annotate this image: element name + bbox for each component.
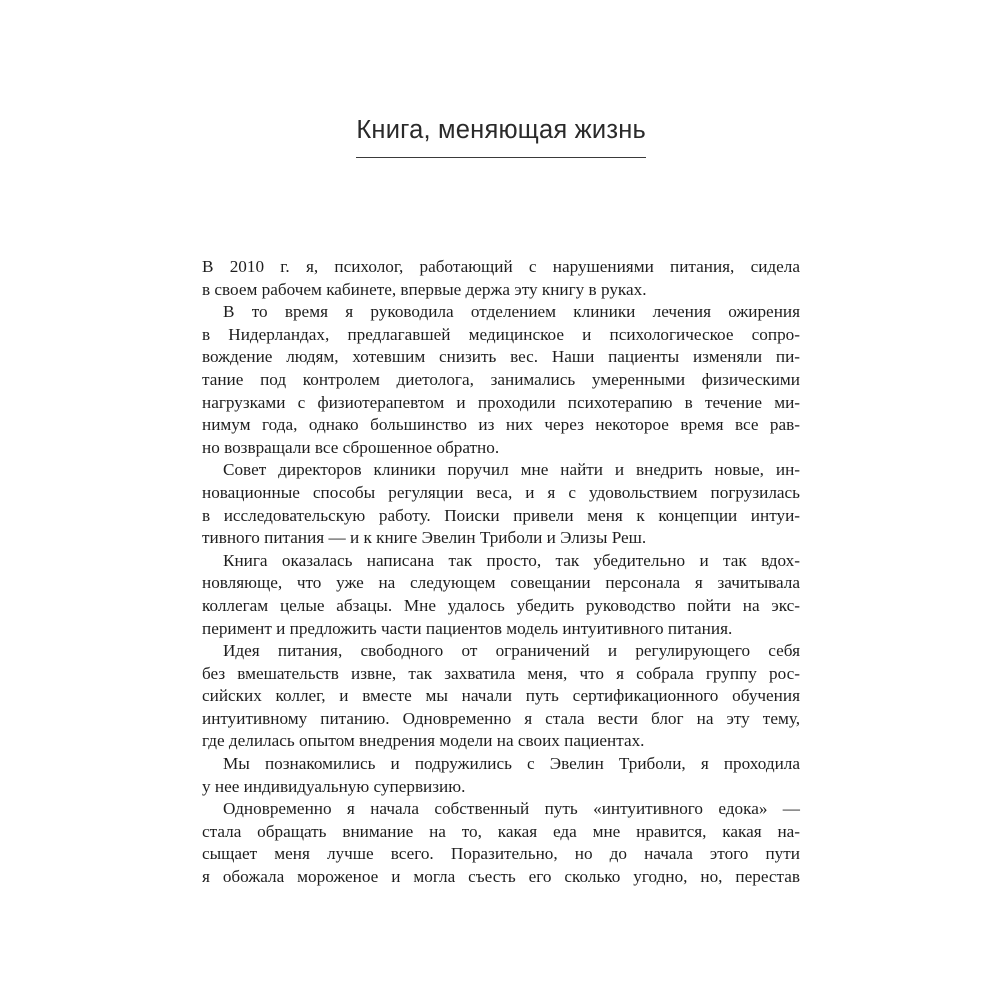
text-line: но возвращали все сброшенное обратно. — [202, 437, 500, 457]
text-line: интуитивному питанию. Одновременно я стала вести блог на эту тему, — [202, 708, 800, 728]
title-underline — [356, 157, 646, 158]
text-line: нимум года, однако большинство из них через некоторое время все рав- — [202, 415, 800, 435]
text-line: стала обращать внимание на то, какая еда мне нравится, какая на- — [202, 821, 800, 841]
body-text — [202, 256, 800, 889]
text-line: Одновременно я начала собственный путь «интуитивного едока» — — [223, 799, 800, 819]
text-line: где делилась опытом внедрения модели на своих пациентах. — [202, 731, 645, 751]
text-line: Совет директоров клиники поручил мне найти и внедрить новые, ин- — [223, 460, 800, 480]
text-line: В то время я руководила отделением клиники лечения ожирения — [223, 302, 800, 322]
text-line: коллегам целые абзацы. Мне удалось убедить руководство пойти на экс- — [202, 595, 800, 615]
text-line: тивного питания — и к книге Эвелин Триболи и Элизы Реш. — [202, 528, 647, 548]
text-line: в исследовательскую работу. Поиски привели меня к концепции интуи- — [202, 505, 800, 525]
text-line: тание под контролем диетолога, занимались умеренными физическими — [202, 369, 800, 389]
text-line: нагрузками с физиотерапевтом и проходили психотерапию в течение ми- — [202, 392, 800, 412]
chapter-title: Книга, меняющая жизнь — [356, 116, 646, 144]
text-line: новляюще, что уже на следующем совещании персонала я зачитывала — [202, 573, 800, 593]
text-line: без вмешательств извне, так захватила меня, что я собрала группу рос- — [202, 663, 800, 683]
text-line: в Нидерландах, предлагавшей медицинское и психологическое сопро- — [202, 324, 800, 344]
text-line: сийских коллег, и вместе мы начали путь сертификационного обучения — [202, 686, 800, 706]
text-line: я обожала мороженое и могла съесть его сколько угодно, но, перестав — [202, 867, 800, 887]
text-line: Идея питания, свободного от ограничений и регулирующего себя — [223, 641, 800, 661]
text-line: вождение людям, хотевшим снизить вес. Наши пациенты изменяли пи- — [202, 347, 800, 367]
text-line: Мы познакомились и подружились с Эвелин Триболи, я проходила — [223, 754, 800, 774]
text-line: у нее индивидуальную супервизию. — [202, 776, 466, 796]
text-line: Книга оказалась написана так просто, так убедительно и так вдох- — [223, 550, 800, 570]
text-line: в своем рабочем кабинете, впервые держа эту книгу в руках. — [202, 279, 647, 299]
text-line: перимент и предложить части пациентов модель интуитивного питания. — [202, 618, 733, 638]
text-line: сыщает меня лучше всего. Поразительно, но до начала этого пути — [202, 844, 800, 864]
text-line: В 2010 г. я, психолог, работающий с нарушениями питания, сидела — [202, 257, 800, 276]
text-line: новационные способы регуляции веса, и я с удовольствием погрузилась — [202, 482, 800, 502]
